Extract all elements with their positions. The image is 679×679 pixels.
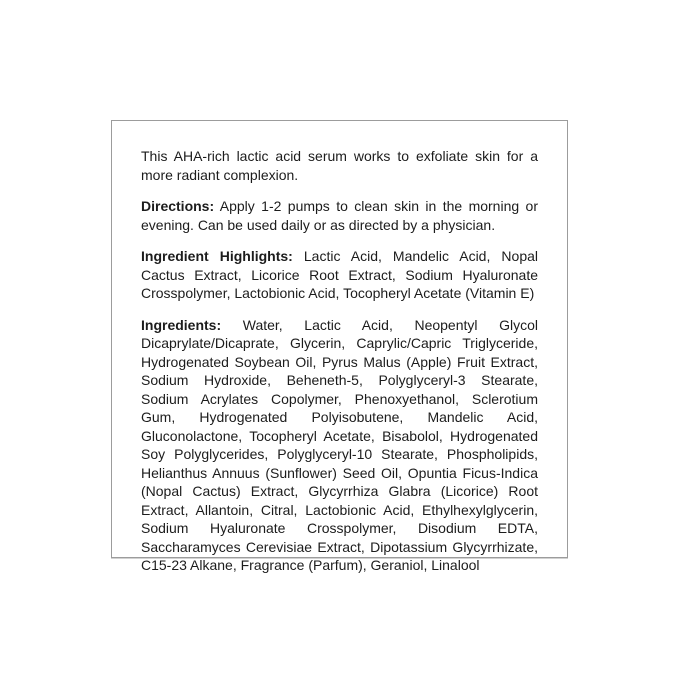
ingredient-highlights-paragraph bbox=[141, 247, 538, 303]
directions-paragraph bbox=[141, 197, 538, 234]
directions-heading: Directions: bbox=[141, 198, 215, 214]
ingredients-paragraph bbox=[141, 316, 538, 575]
label-text-panel bbox=[111, 120, 568, 573]
intro-paragraph: This AHA-rich lactic acid serum works to exfoliate skin for a more radiant complexion. bbox=[141, 148, 538, 183]
directions-text: Apply 1-2 pumps to clean skin in the morning or evening. Can be used daily or as directed by a physician. bbox=[141, 198, 538, 233]
ingredients-text: Water, Lactic Acid, Neopentyl Glycol Dicaprylate/Dicaprate, Glycerin, Caprylic/Capric Triglyceride, Hydrogenated Soybean Oil, Pyrus Malus (Apple) Fruit Extract, Sodium Hydroxide, Beheneth-5, Polyglyceryl-3 Stearate, Sodium Acrylates Copolymer, Phenoxyethanol, Sclerotium Gum, Hydrogenated Polyisobutene, Mandelic Acid, Gluconolactone, Tocopheryl Acetate, Bisabolol, Hydrogenated Soy Polyglycerides, Polyglyceryl-10 Stearate, Phospholipids, Helianthus Annuus (Sunflower) Seed Oil, Opuntia Ficus-Indica (Nopal Cactus) Extract, Glycyrrhiza Glabra (Licorice) Root Extract, Allantoin, Citral, Lactobionic Acid, Ethylhexylglycerin, Sodium Hyaluronate Crosspolymer, Disodium EDTA, Saccharamyces Cerevisiae Extract, Dipotassium Glycyrrhizate, C15-23 Alkane, Fragrance (Parfum), Geraniol, Linalool bbox=[141, 316, 539, 573]
ingredients-heading: Ingredients: bbox=[141, 316, 222, 333]
ingredient-highlights-heading: Ingredient Highlights: bbox=[141, 248, 293, 264]
ingredient-highlights-text: Lactic Acid, Mandelic Acid, Nopal Cactus Extract, Licorice Root Extract, Sodium Hyaluronate Crosspolymer, Lactobionic Acid, Tocopheryl Acetate (Vitamin E) bbox=[141, 248, 538, 301]
